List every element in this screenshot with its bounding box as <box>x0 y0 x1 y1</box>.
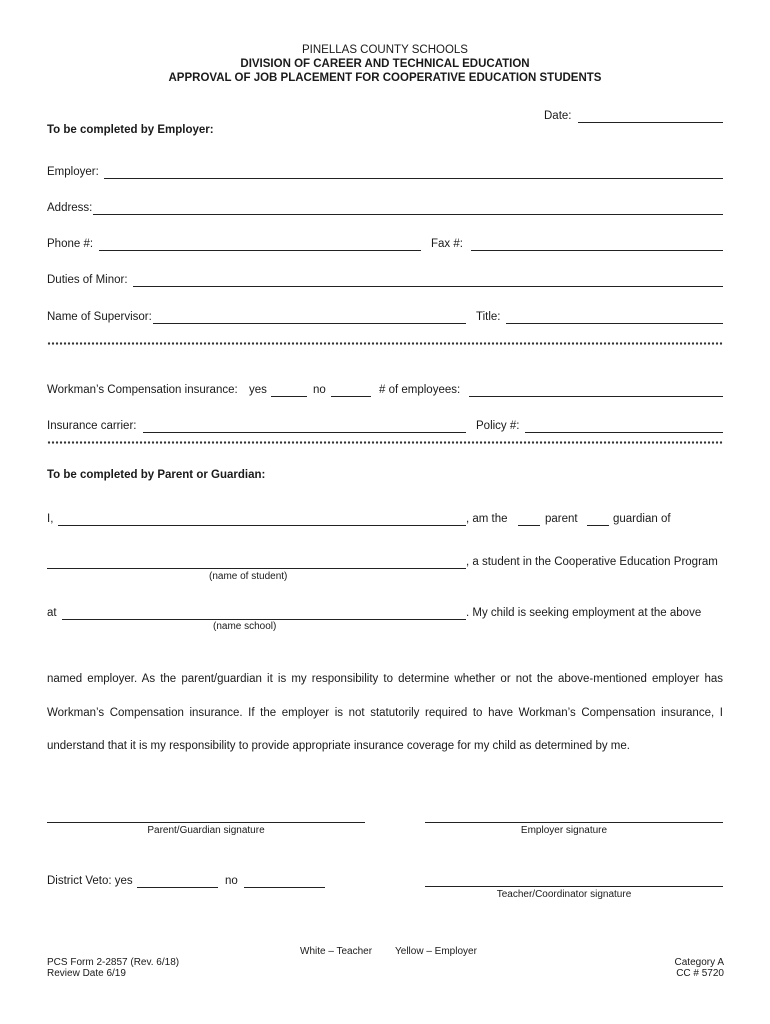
employer-signature-caption: Employer signature <box>520 825 608 836</box>
review-date: Review Date 6/19 <box>47 968 126 979</box>
title-label: Title: <box>476 311 501 323</box>
header-line-1: PINELLAS COUNTY SCHOOLS <box>302 44 468 56</box>
responsibility-paragraph-line-1: named employer. As the parent/guardian it is my responsibility to determine whether or not the above-mentioned employer has <box>47 673 723 685</box>
name-of-student-caption: (name of student) <box>209 571 288 582</box>
parent-check-field[interactable] <box>518 525 540 526</box>
employer-label: Employer: <box>47 166 99 178</box>
date-label: Date: <box>544 110 572 122</box>
workmans-comp-label: Workman’s Compensation insurance: <box>47 384 238 396</box>
phone-label: Phone #: <box>47 238 94 250</box>
parent-name-field[interactable] <box>58 525 466 526</box>
employer-section-heading: To be completed by Employer: <box>47 124 214 136</box>
teacher-signature-line[interactable] <box>425 886 723 887</box>
student-name-field[interactable] <box>47 568 466 569</box>
phone-field[interactable] <box>99 250 421 251</box>
parent-section-heading: To be completed by Parent or Guardian: <box>47 469 266 481</box>
address-label: Address: <box>47 202 93 214</box>
parent-label: parent <box>545 513 578 525</box>
name-school-caption: (name school) <box>213 621 277 632</box>
employer-signature-line[interactable] <box>425 822 723 823</box>
fax-label: Fax #: <box>431 238 463 250</box>
parent-signature-caption: Parent/Guardian signature <box>147 825 265 836</box>
yes-field[interactable] <box>271 396 307 397</box>
carrier-field[interactable] <box>143 432 466 433</box>
i-label: I, <box>47 513 54 525</box>
district-veto-label: District Veto: yes <box>47 875 133 887</box>
header-line-2: DIVISION OF CAREER AND TECHNICAL EDUCATION <box>240 58 530 70</box>
title-field[interactable] <box>506 323 723 324</box>
cc-number: CC # 5720 <box>676 968 724 979</box>
fax-field[interactable] <box>471 250 723 251</box>
veto-no-field[interactable] <box>244 887 325 888</box>
supervisor-label: Name of Supervisor: <box>47 311 152 323</box>
employees-field[interactable] <box>469 396 723 397</box>
dotted-divider-2 <box>47 441 723 444</box>
at-label: at <box>47 607 57 619</box>
category-label: Category A <box>674 957 724 968</box>
date-field[interactable] <box>578 122 723 123</box>
form-number: PCS Form 2-2857 (Rev. 6/18) <box>47 957 180 968</box>
policy-field[interactable] <box>525 432 723 433</box>
duties-field[interactable] <box>133 286 723 287</box>
responsibility-paragraph-line-2: Workman’s Compensation insurance. If the employer is not statutorily required to have Workman’s Compensation insurance, I <box>47 707 723 719</box>
footer-white-copy: White – Teacher <box>300 946 373 957</box>
dotted-divider <box>47 342 723 345</box>
footer-yellow-copy: Yellow – Employer <box>395 946 477 957</box>
veto-yes-field[interactable] <box>137 887 218 888</box>
policy-label: Policy #: <box>476 420 520 432</box>
guardian-label: guardian of <box>613 513 671 525</box>
employees-label: # of employees: <box>379 384 461 396</box>
employer-field[interactable] <box>104 178 723 179</box>
school-name-field[interactable] <box>62 619 466 620</box>
parent-signature-line[interactable] <box>47 822 365 823</box>
veto-no-label: no <box>225 875 238 887</box>
student-program-text: , a student in the Cooperative Education Program <box>466 556 718 568</box>
guardian-check-field[interactable] <box>587 525 609 526</box>
address-field[interactable] <box>93 214 723 215</box>
seeking-employment-text: . My child is seeking employment at the above <box>466 607 702 619</box>
carrier-label: Insurance carrier: <box>47 420 137 432</box>
no-field[interactable] <box>331 396 371 397</box>
yes-label: yes <box>249 384 267 396</box>
no-label: no <box>313 384 326 396</box>
duties-label: Duties of Minor: <box>47 274 128 286</box>
teacher-signature-caption: Teacher/Coordinator signature <box>496 889 632 900</box>
am-the-label: , am the <box>466 513 508 525</box>
responsibility-paragraph-line-3: understand that it is my responsibility to provide appropriate insurance coverage for my child as determined by me. <box>47 740 630 752</box>
supervisor-field[interactable] <box>153 323 466 324</box>
header-line-3: APPROVAL OF JOB PLACEMENT FOR COOPERATIVE EDUCATION STUDENTS <box>168 72 602 84</box>
